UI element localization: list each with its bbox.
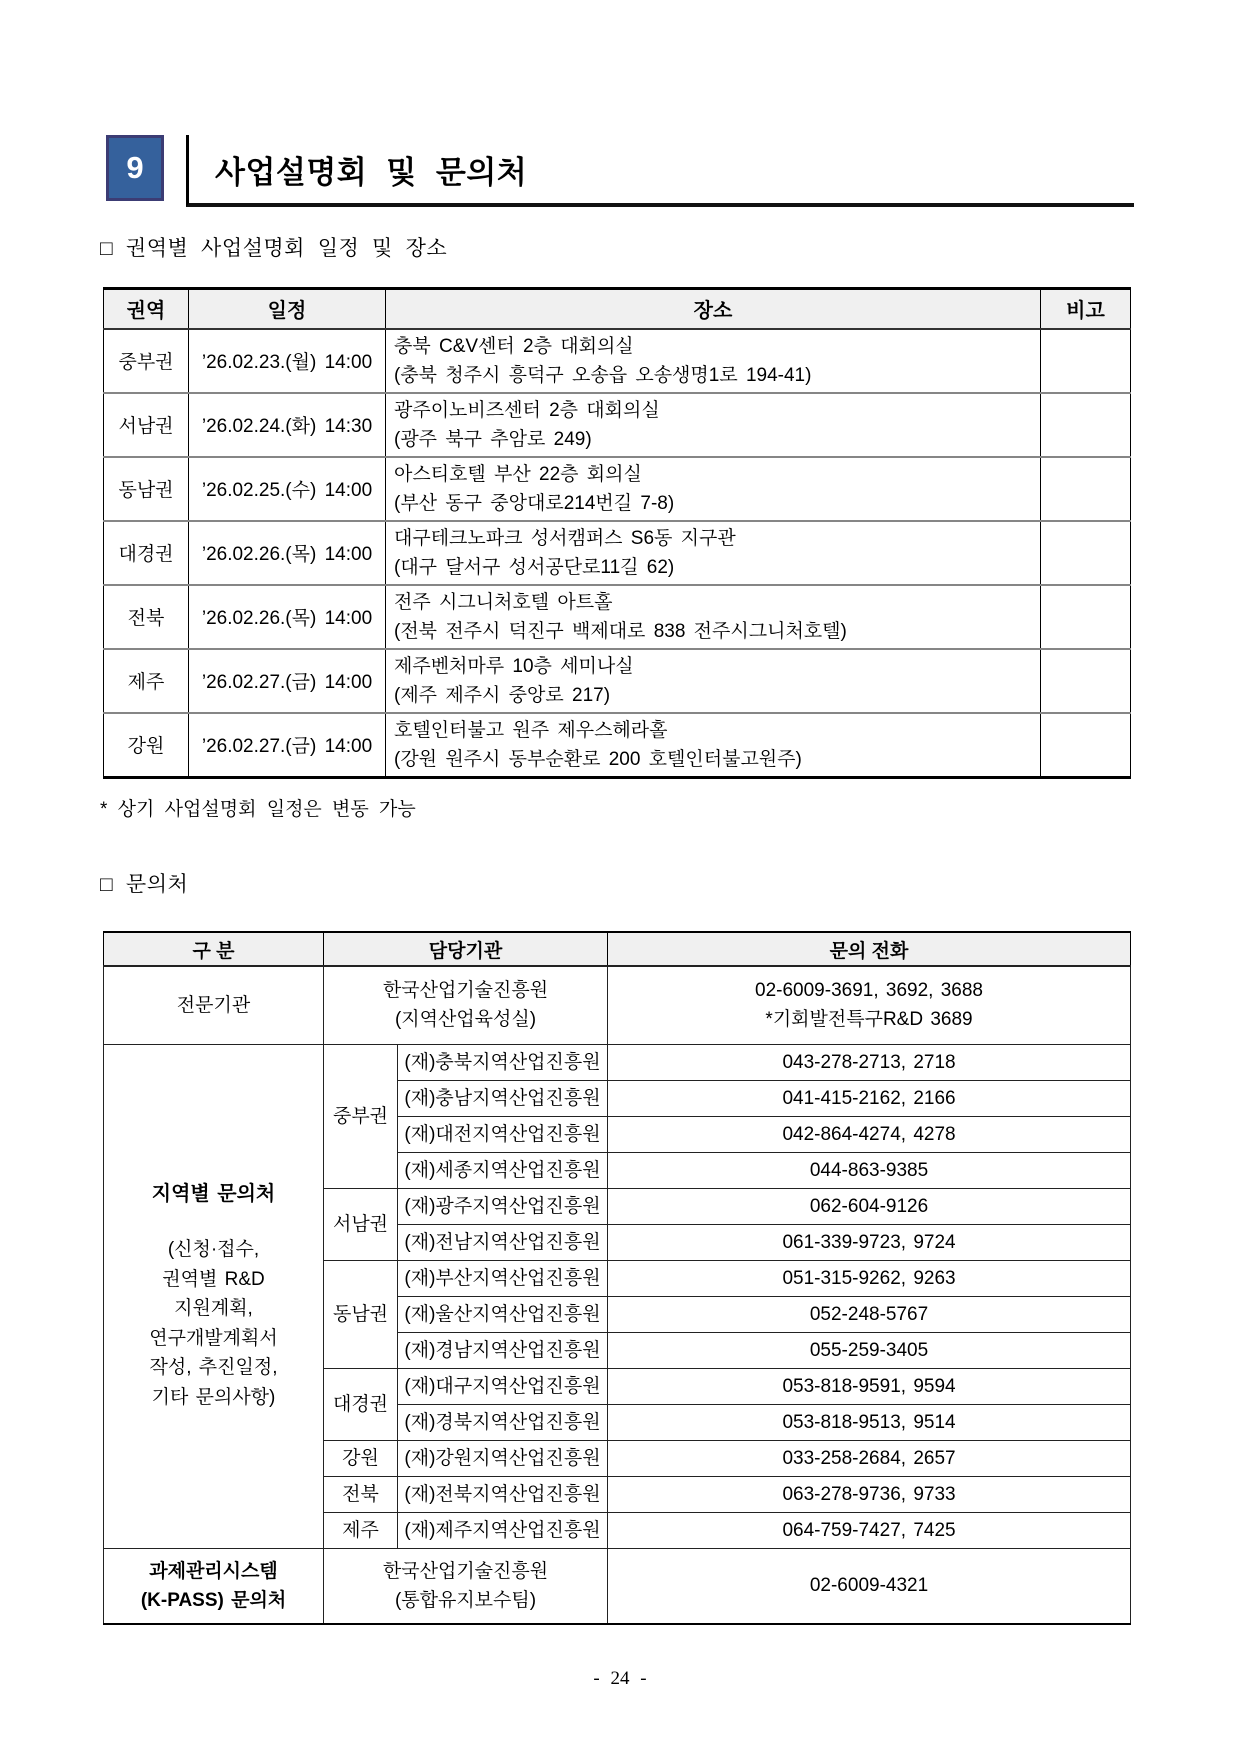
briefing-table <box>103 287 1131 779</box>
contacts-col-phone: 문의 전화 <box>608 932 1131 966</box>
phone-cell: 041-415-2162, 2166 <box>608 1080 1131 1116</box>
expert-org-name: 한국산업기술진흥원 <box>382 980 549 1002</box>
page-number: - 24 - <box>593 1668 647 1689</box>
agency-cell: (재)경북지역산업진흥원 <box>398 1404 608 1440</box>
table-row <box>104 393 1131 457</box>
contacts-table <box>103 931 1131 1625</box>
agency-cell: (재)대구지역산업진흥원 <box>398 1368 608 1404</box>
region-cell: 서남권 <box>104 393 189 457</box>
venue-cell <box>386 457 1041 521</box>
page-title: 사업설명회 및 문의처 <box>215 154 528 190</box>
region-cell: 중부권 <box>104 329 189 393</box>
expert-category: 전문기관 <box>104 966 324 1044</box>
venue-address: (부산 동구 중앙대로214번길 7-8) <box>394 492 675 514</box>
schedule-cell: ’26.02.26.(목) 14:00 <box>189 521 386 585</box>
region-cell: 제주 <box>104 649 189 713</box>
section-header <box>106 133 1134 209</box>
note-cell <box>1041 329 1131 393</box>
briefing-col-region: 권역 <box>104 289 189 329</box>
schedule-cell: ’26.02.26.(목) 14:00 <box>189 585 386 649</box>
schedule-cell: ’26.02.23.(월) 14:00 <box>189 329 386 393</box>
region-cell: 대경권 <box>104 521 189 585</box>
kpass-phone: 02-6009-4321 <box>608 1548 1131 1624</box>
phone-cell: 061-339-9723, 9724 <box>608 1224 1131 1260</box>
schedule-cell: ’26.02.25.(수) 14:00 <box>189 457 386 521</box>
expert-phone-main: 02-6009-3691, 3692, 3688 <box>755 980 983 1002</box>
note-cell <box>1041 585 1131 649</box>
note-cell <box>1041 393 1131 457</box>
regional-desc-line: 작성, 추진일정, <box>149 1357 278 1378</box>
phone-cell: 064-759-7427, 7425 <box>608 1512 1131 1548</box>
contacts-col-category: 구 분 <box>104 932 324 966</box>
regional-contacts-label <box>104 1044 324 1548</box>
phone-cell: 053-818-9513, 9514 <box>608 1404 1131 1440</box>
phone-cell: 043-278-2713, 2718 <box>608 1044 1131 1080</box>
venue-name: 충북 C&V센터 2층 대회의실 <box>394 335 634 357</box>
expert-agency-row <box>104 966 1131 1044</box>
agency-cell: (재)전북지역산업진흥원 <box>398 1476 608 1512</box>
zone-cell: 중부권 <box>324 1044 398 1188</box>
schedule-cell: ’26.02.27.(금) 14:00 <box>189 649 386 713</box>
zone-cell: 제주 <box>324 1512 398 1548</box>
regional-row <box>104 1044 1131 1080</box>
venue-address: (제주 제주시 중앙로 217) <box>394 684 611 706</box>
agency-cell: (재)제주지역산업진흥원 <box>398 1512 608 1548</box>
expert-org-dept: (지역산업육성실) <box>394 1009 537 1031</box>
venue-address: (광주 북구 추암로 249) <box>394 428 592 450</box>
venue-name: 제주벤처마루 10층 세미나실 <box>394 655 634 677</box>
kpass-org-name: 한국산업기술진흥원 <box>382 1560 549 1582</box>
note-cell <box>1041 457 1131 521</box>
agency-cell: (재)울산지역산업진흥원 <box>398 1296 608 1332</box>
expert-phone <box>608 966 1131 1044</box>
table-row <box>104 649 1131 713</box>
section-number-badge: 9 <box>106 135 164 201</box>
note-cell <box>1041 649 1131 713</box>
venue-name: 광주이노비즈센터 2층 대회의실 <box>394 399 660 421</box>
agency-cell: (재)충남지역산업진흥원 <box>398 1080 608 1116</box>
regional-desc-line: (신청·접수, <box>167 1239 260 1260</box>
contacts-header-row <box>104 932 1131 966</box>
kpass-organization <box>324 1548 608 1624</box>
table-row <box>104 457 1131 521</box>
table-row <box>104 521 1131 585</box>
venue-cell <box>386 329 1041 393</box>
note-cell <box>1041 713 1131 778</box>
regional-desc-line: 지원계획, <box>174 1298 253 1319</box>
briefing-heading: □ 권역별 사업설명회 일정 및 장소 <box>100 236 448 260</box>
schedule-cell: ’26.02.24.(화) 14:30 <box>189 393 386 457</box>
agency-cell: (재)대전지역산업진흥원 <box>398 1116 608 1152</box>
table-row <box>104 713 1131 778</box>
venue-cell <box>386 713 1041 778</box>
region-cell: 강원 <box>104 713 189 778</box>
contacts-heading: □ 문의처 <box>100 872 189 896</box>
kpass-category <box>104 1548 324 1624</box>
agency-cell: (재)세종지역산업진흥원 <box>398 1152 608 1188</box>
phone-cell: 042-864-4274, 4278 <box>608 1116 1131 1152</box>
phone-cell: 055-259-3405 <box>608 1332 1131 1368</box>
venue-cell <box>386 521 1041 585</box>
kpass-org-team: (통합유지보수팀) <box>394 1589 537 1611</box>
kpass-row <box>104 1548 1131 1624</box>
region-cell: 전북 <box>104 585 189 649</box>
briefing-col-note: 비고 <box>1041 289 1131 329</box>
briefing-col-venue: 장소 <box>386 289 1041 329</box>
phone-cell: 063-278-9736, 9733 <box>608 1476 1131 1512</box>
schedule-footnote: * 상기 사업설명회 일정은 변동 가능 <box>100 799 416 820</box>
kpass-category-line1: 과제관리시스템 <box>149 1560 278 1582</box>
phone-cell: 033-258-2684, 2657 <box>608 1440 1131 1476</box>
zone-cell: 서남권 <box>324 1188 398 1260</box>
venue-address: (강원 원주시 동부순환로 200 호텔인터불고원주) <box>394 748 802 770</box>
venue-cell <box>386 393 1041 457</box>
venue-address: (충북 청주시 흥덕구 오송읍 오송생명1로 194-41) <box>394 364 812 386</box>
regional-desc-line: 권역별 R&D <box>162 1268 265 1290</box>
agency-cell: (재)전남지역산업진흥원 <box>398 1224 608 1260</box>
zone-cell: 전북 <box>324 1476 398 1512</box>
agency-cell: (재)부산지역산업진흥원 <box>398 1260 608 1296</box>
agency-cell: (재)광주지역산업진흥원 <box>398 1188 608 1224</box>
expert-phone-sub: *기회발전특구R&D 3689 <box>765 1009 973 1031</box>
regional-desc-line: 연구개발계획서 <box>149 1327 278 1349</box>
venue-name: 전주 시그니처호텔 아트홀 <box>394 591 613 613</box>
expert-organization <box>324 966 608 1044</box>
schedule-cell: ’26.02.27.(금) 14:00 <box>189 713 386 778</box>
zone-cell: 강원 <box>324 1440 398 1476</box>
region-cell: 동남권 <box>104 457 189 521</box>
regional-title: 지역별 문의처 <box>151 1183 276 1205</box>
table-row <box>104 329 1131 393</box>
phone-cell: 053-818-9591, 9594 <box>608 1368 1131 1404</box>
venue-name: 호텔인터불고 원주 제우스헤라홀 <box>394 719 668 741</box>
table-row <box>104 585 1131 649</box>
contacts-col-organization: 담당기관 <box>324 932 608 966</box>
venue-cell <box>386 585 1041 649</box>
venue-address: (전북 전주시 덕진구 백제대로 838 전주시그니처호텔) <box>394 620 847 642</box>
agency-cell: (재)강원지역산업진흥원 <box>398 1440 608 1476</box>
section-title-rule <box>186 135 1134 207</box>
venue-name: 아스티호텔 부산 22층 회의실 <box>394 463 642 485</box>
regional-desc-line: 기타 문의사항) <box>151 1386 276 1408</box>
phone-cell: 062-604-9126 <box>608 1188 1131 1224</box>
briefing-col-schedule: 일정 <box>189 289 386 329</box>
phone-cell: 044-863-9385 <box>608 1152 1131 1188</box>
agency-cell: (재)경남지역산업진흥원 <box>398 1332 608 1368</box>
regional-description <box>106 1235 321 1412</box>
venue-address: (대구 달서구 성서공단로11길 62) <box>394 556 675 578</box>
phone-cell: 052-248-5767 <box>608 1296 1131 1332</box>
zone-cell: 대경권 <box>324 1368 398 1440</box>
briefing-header-row <box>104 289 1131 329</box>
venue-cell <box>386 649 1041 713</box>
agency-cell: (재)충북지역산업진흥원 <box>398 1044 608 1080</box>
phone-cell: 051-315-9262, 9263 <box>608 1260 1131 1296</box>
venue-name: 대구테크노파크 성서캠퍼스 S6동 지구관 <box>394 527 736 549</box>
note-cell <box>1041 521 1131 585</box>
zone-cell: 동남권 <box>324 1260 398 1368</box>
kpass-category-line2: (K-PASS) 문의처 <box>140 1589 287 1611</box>
